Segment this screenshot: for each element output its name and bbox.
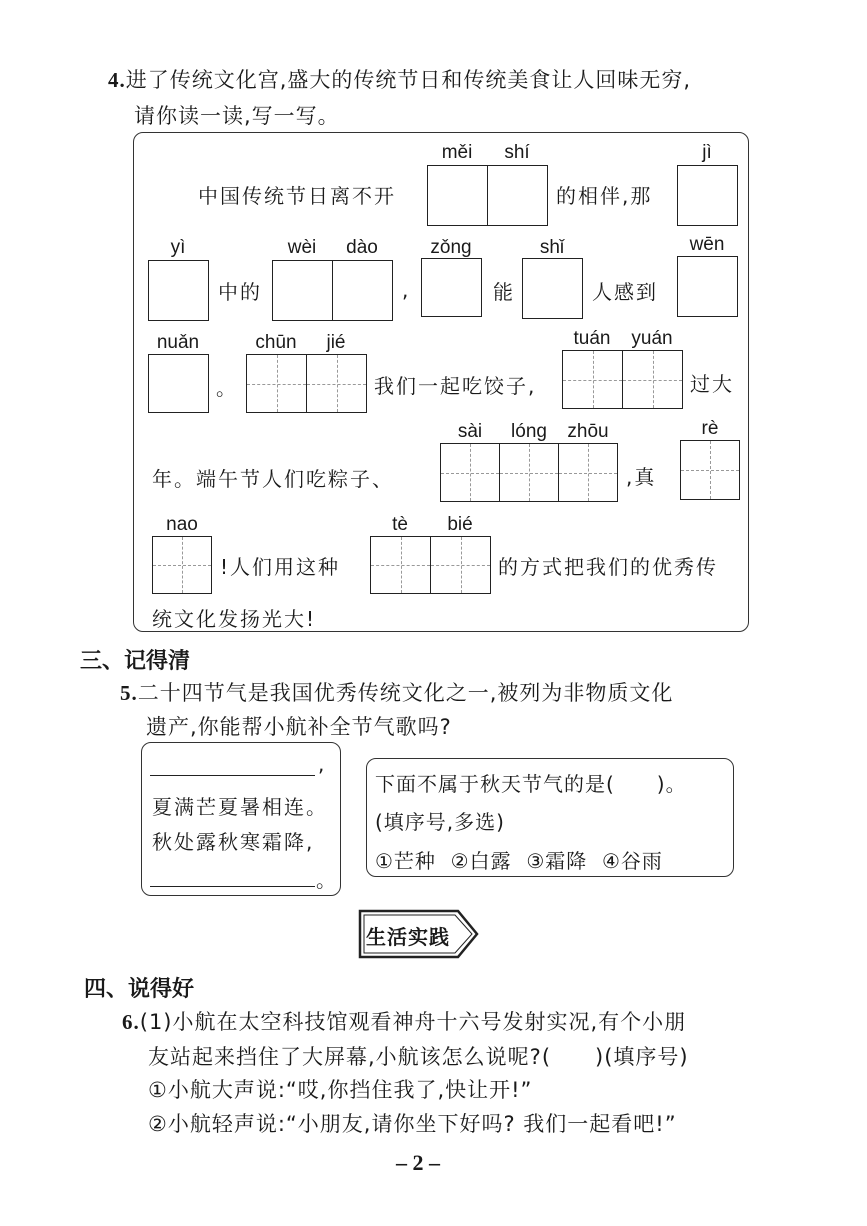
song-blank-4[interactable] xyxy=(150,868,315,887)
answer-box-bie[interactable] xyxy=(430,536,491,594)
q6-line1 xyxy=(122,1006,686,1036)
sub-question-line2: (填序号,多选) xyxy=(375,810,505,834)
sub-question-line1: 下面不属于秋天节气的是( )。 xyxy=(375,772,687,796)
answer-box-dao[interactable] xyxy=(332,260,393,321)
q4-text-r2a: 中的 xyxy=(218,280,262,304)
option-1[interactable]: ①芒种 xyxy=(375,849,436,873)
life-practice-badge xyxy=(358,908,480,960)
q4-text-r6a: 统文化发扬光大! xyxy=(152,607,317,631)
q4-text-r2b: , xyxy=(402,278,411,302)
song-blank-1[interactable] xyxy=(150,757,315,776)
pinyin-zhou: zhōu xyxy=(567,421,609,442)
answer-box-nao[interactable] xyxy=(152,536,212,594)
pinyin-re: rè xyxy=(701,418,719,439)
answer-box-zong[interactable] xyxy=(421,258,482,317)
q4-text-r4b: ,真 xyxy=(626,465,657,489)
answer-box-re[interactable] xyxy=(680,440,740,500)
pinyin-bie: bié xyxy=(447,514,473,535)
q6-option-2[interactable]: ②小航轻声说:“小朋友,请你坐下好吗? 我们一起看吧!” xyxy=(148,1112,677,1136)
q4-text-r3b: 我们一起吃饺子, xyxy=(374,374,537,398)
q4-line2: 请你读一读,写一写。 xyxy=(134,104,340,128)
q5-line1 xyxy=(120,677,673,707)
q4-prompt: 进了传统文化宫,盛大的传统节日和传统美食让人回味无穷, xyxy=(125,68,692,92)
pinyin-wei: wèi xyxy=(287,237,317,258)
answer-box-zhou[interactable] xyxy=(558,443,618,502)
q4-text-r1a: 中国传统节日离不开 xyxy=(198,184,396,208)
answer-box-mei[interactable] xyxy=(427,165,488,226)
song-end-4: 。 xyxy=(316,868,336,892)
answer-box-nuan[interactable] xyxy=(148,354,209,413)
pinyin-dao: dào xyxy=(346,237,378,258)
pinyin-wen: wēn xyxy=(689,234,725,255)
pinyin-nuan: nuǎn xyxy=(156,332,200,353)
option-4[interactable]: ④谷雨 xyxy=(601,849,663,873)
song-end-1: , xyxy=(318,752,325,776)
option-2[interactable]: ②白露 xyxy=(450,849,512,873)
q6-line2: 友站起来挡住了大屏幕,小航该怎么说呢?( )(填序号) xyxy=(148,1045,689,1069)
q5-number: 5. xyxy=(120,681,138,705)
q4-text-r4a: 年。端午节人们吃粽子、 xyxy=(152,467,394,491)
pinyin-chun: chūn xyxy=(255,332,297,353)
section-4-heading: 四、说得好 xyxy=(84,977,195,1002)
pinyin-shi2: shǐ xyxy=(539,237,565,258)
answer-box-long[interactable] xyxy=(499,443,559,502)
song-line-2: 夏满芒夏暑相连。 xyxy=(152,795,328,819)
page-number: – 2 – xyxy=(396,1150,440,1175)
pinyin-yi: yì xyxy=(170,237,186,258)
q4-text-r2c: 能 xyxy=(493,280,515,304)
q4-text-r5b: 的方式把我们的优秀传 xyxy=(498,555,718,579)
pinyin-jie: jié xyxy=(326,332,346,353)
pinyin-tuan: tuán xyxy=(573,328,611,349)
pinyin-te: tè xyxy=(392,514,408,535)
answer-box-tuan[interactable] xyxy=(562,350,623,409)
sub-question-options xyxy=(375,845,663,874)
answer-box-wen[interactable] xyxy=(677,256,738,317)
q6-option-1[interactable]: ①小航大声说:“哎,你挡住我了,快让开!” xyxy=(148,1078,533,1102)
q4-text-r1b: 的相伴,那 xyxy=(556,184,653,208)
answer-box-sai[interactable] xyxy=(440,443,500,502)
q4-text-r2d: 人感到 xyxy=(592,280,658,304)
q6-prompt: (1)小航在太空科技馆观看神舟十六号发射实况,有个小朋 xyxy=(139,1010,687,1034)
q4-text-r3c: 过大 xyxy=(690,372,734,396)
pinyin-long: lóng xyxy=(511,421,547,442)
answer-box-shi2[interactable] xyxy=(522,258,583,319)
pinyin-mei: měi xyxy=(441,142,473,163)
q4-line1 xyxy=(108,64,691,94)
answer-box-wei[interactable] xyxy=(272,260,333,321)
pinyin-yuan: yuán xyxy=(631,328,673,349)
pinyin-zong: zǒng xyxy=(430,237,472,258)
answer-box-yi[interactable] xyxy=(148,260,209,321)
answer-box-te[interactable] xyxy=(370,536,431,594)
song-line-3: 秋处露秋寒霜降, xyxy=(152,830,315,854)
pinyin-ji: jì xyxy=(702,142,712,163)
answer-box-shi[interactable] xyxy=(487,165,548,226)
answer-box-chun[interactable] xyxy=(246,354,307,413)
section-3-heading: 三、记得清 xyxy=(80,649,191,674)
option-3[interactable]: ③霜降 xyxy=(526,849,588,873)
q4-text-r3a: 。 xyxy=(216,376,238,400)
q6-number: 6. xyxy=(122,1010,140,1034)
answer-box-jie[interactable] xyxy=(306,354,367,413)
answer-box-yuan[interactable] xyxy=(622,350,683,409)
q5-line2: 遗产,你能帮小航补全节气歌吗? xyxy=(146,715,452,739)
pinyin-sai: sài xyxy=(457,421,483,442)
q4-number: 4. xyxy=(108,68,126,92)
pinyin-shi: shí xyxy=(504,142,530,163)
answer-box-ji[interactable] xyxy=(677,165,738,226)
q4-text-r5a: !人们用这种 xyxy=(220,555,341,579)
q5-prompt: 二十四节气是我国优秀传统文化之一,被列为非物质文化 xyxy=(137,681,674,705)
pinyin-nao: nao xyxy=(166,514,198,535)
badge-label: 生活实践 xyxy=(366,925,450,949)
